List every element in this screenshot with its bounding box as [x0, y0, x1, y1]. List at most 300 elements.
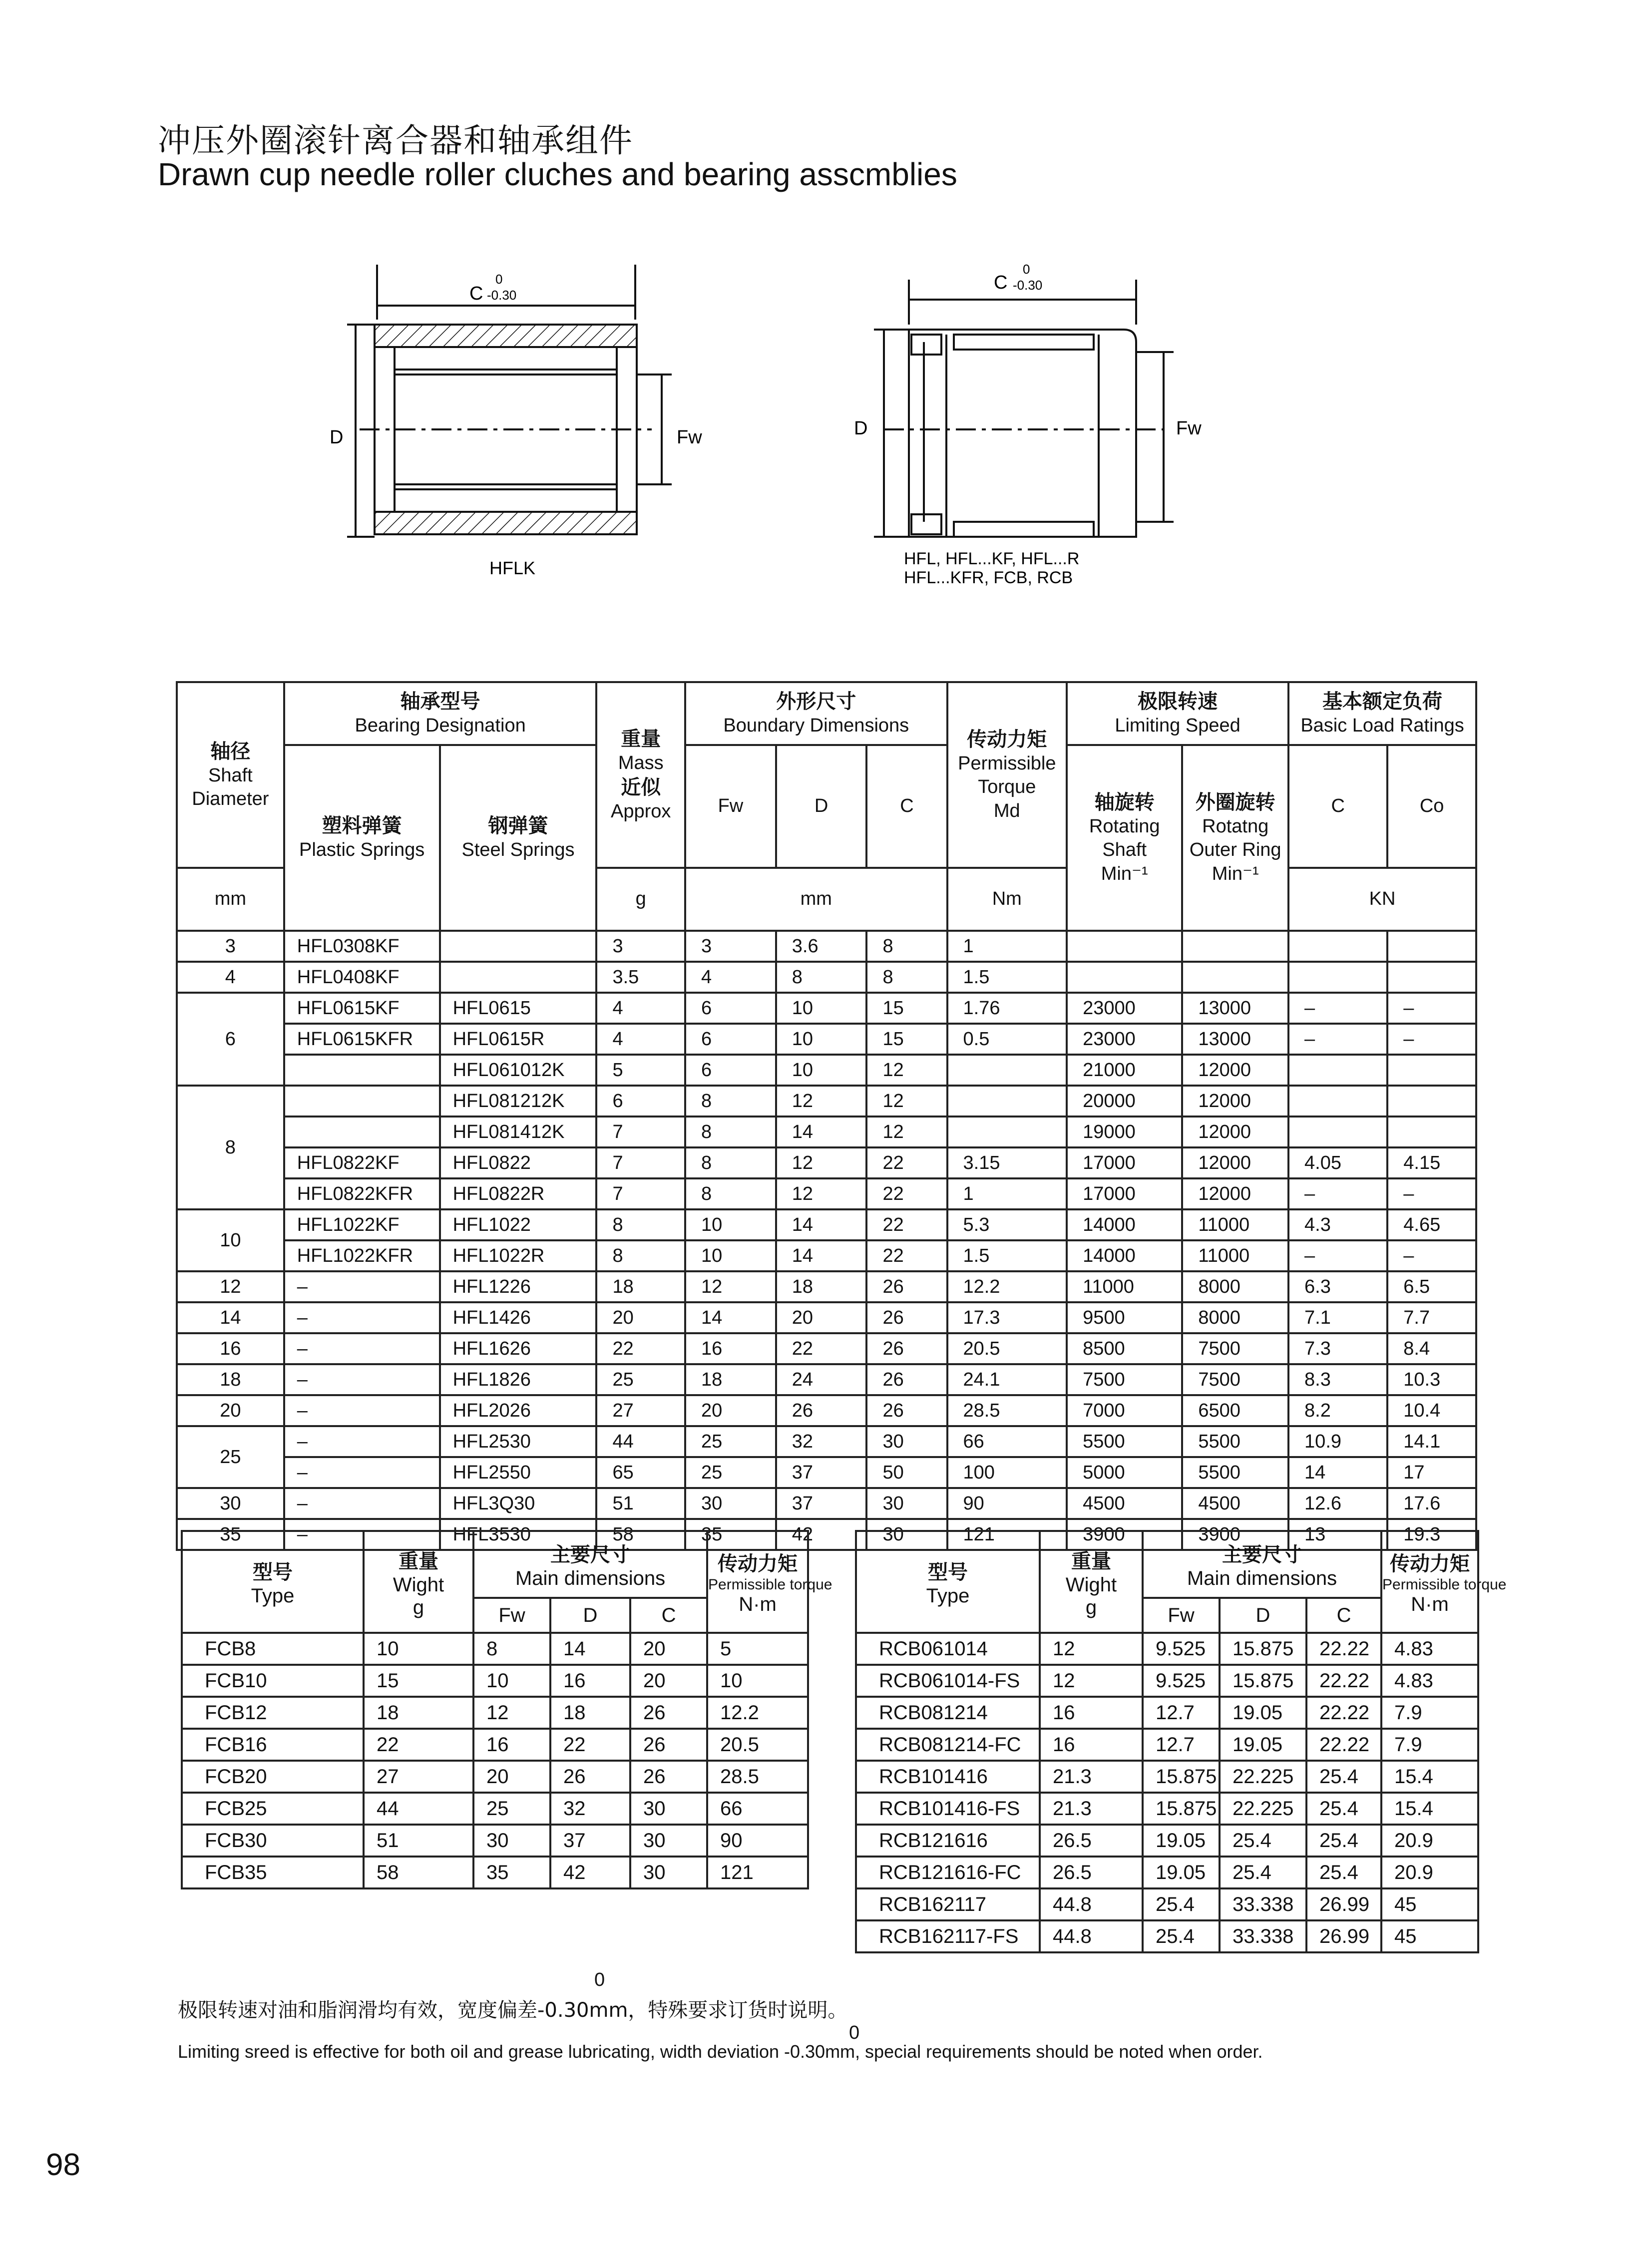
table-cell: 7500 [1182, 1333, 1288, 1364]
table-cell: FCB16 [182, 1729, 364, 1761]
table-cell: 22 [596, 1333, 685, 1364]
table-cell: 51 [364, 1825, 473, 1857]
table-cell [1387, 1117, 1476, 1147]
table-cell: 8.3 [1288, 1364, 1387, 1395]
table-cell: 26.5 [1040, 1857, 1143, 1888]
table-cell: 3.6 [776, 931, 867, 962]
table-row [182, 1857, 808, 1888]
table-row [182, 1633, 808, 1665]
shaft-diameter-cell: 16 [177, 1333, 284, 1364]
table-cell: 9500 [1067, 1302, 1182, 1333]
dim-d-label: D [330, 427, 344, 448]
table-cell [1387, 1086, 1476, 1117]
header-torque: 传动力矩 Permissible Torque Md [947, 682, 1067, 868]
table-cell: 25 [596, 1364, 685, 1395]
table-cell: HFL3Q30 [440, 1488, 597, 1519]
table-cell: 15.875 [1143, 1761, 1220, 1793]
shaft-diameter-cell: 12 [177, 1271, 284, 1302]
table-cell [284, 1086, 440, 1117]
table-cell: 90 [947, 1488, 1067, 1519]
rcb-table-body [856, 1633, 1478, 1952]
table-cell: 9.525 [1143, 1633, 1220, 1665]
table-cell [947, 1086, 1067, 1117]
table-cell: 1.5 [947, 1240, 1067, 1271]
table-cell: 32 [550, 1793, 630, 1825]
table-cell [1288, 1117, 1387, 1147]
table-cell: 15.875 [1143, 1793, 1220, 1825]
header-mass-unit: g [596, 868, 685, 931]
table-cell: 3 [596, 931, 685, 962]
table-row [177, 1086, 1476, 1117]
table-cell: 30 [630, 1825, 707, 1857]
table-row [177, 1240, 1476, 1271]
table-cell: – [1288, 1178, 1387, 1209]
table-cell: 7500 [1182, 1364, 1288, 1395]
table-cell: 8 [596, 1240, 685, 1271]
table-cell: RCB162117 [856, 1888, 1040, 1920]
table-cell: 7.3 [1288, 1333, 1387, 1364]
header-load-unit: KN [1288, 868, 1476, 931]
table-cell: 22 [550, 1729, 630, 1761]
table-cell: 12000 [1182, 1086, 1288, 1117]
table-cell: 8 [866, 931, 947, 962]
rcb-header-d: D [1220, 1598, 1306, 1633]
table-cell: 42 [550, 1857, 630, 1888]
table-cell: HFL1426 [440, 1302, 597, 1333]
table-cell: 20.9 [1381, 1857, 1478, 1888]
diagram-caption: HFLK [489, 558, 536, 578]
table-cell: 25.4 [1143, 1920, 1220, 1952]
table-cell: 10 [685, 1240, 776, 1271]
rcb-header-torque: 传动力矩 Permissible torque N·m [1381, 1531, 1478, 1633]
table-cell: RCB101416 [856, 1761, 1040, 1793]
table-cell [1182, 962, 1288, 993]
table-cell: 20 [473, 1761, 550, 1793]
table-cell: 12000 [1182, 1117, 1288, 1147]
table-cell [1387, 931, 1476, 962]
table-cell: 20 [776, 1302, 867, 1333]
table-cell: FCB10 [182, 1665, 364, 1697]
table-cell: 10 [776, 1055, 867, 1086]
note-zh-tolerance-sup: 0 [594, 1969, 605, 1990]
table-row [177, 1426, 1476, 1457]
table-cell: FCB25 [182, 1793, 364, 1825]
table-row [177, 931, 1476, 962]
table-cell: 3.15 [947, 1147, 1067, 1178]
fcb-header-weight: 重量 Wight g [364, 1531, 473, 1633]
table-cell: 22 [866, 1147, 947, 1178]
header-designation: 轴承型号 Bearing Designation [284, 682, 597, 745]
table-cell [440, 962, 597, 993]
table-cell: 1.5 [947, 962, 1067, 993]
table-cell: HFL3530 [440, 1519, 597, 1550]
table-cell: RCB162117-FS [856, 1920, 1040, 1952]
table-cell: HFL081412K [440, 1117, 597, 1147]
table-cell: 5500 [1182, 1426, 1288, 1457]
table-row [177, 1024, 1476, 1055]
table-cell: 4 [685, 962, 776, 993]
table-cell: 7 [596, 1117, 685, 1147]
table-cell: HFL0615KFR [284, 1024, 440, 1055]
table-cell: – [1288, 1240, 1387, 1271]
table-cell: 14 [1288, 1457, 1387, 1488]
note-en: Limiting sreed is effective for both oil and grease lubricating, width deviation -0.30mm, special requirements should be noted when order. [178, 2041, 1263, 2062]
table-cell: – [1387, 1240, 1476, 1271]
table-cell: – [284, 1519, 440, 1550]
table-row [856, 1633, 1478, 1665]
rcb-header-weight: 重量 Wight g [1040, 1531, 1143, 1633]
table-cell: 18 [550, 1697, 630, 1729]
table-cell: RCB101416-FS [856, 1793, 1040, 1825]
page-number: 98 [46, 2148, 80, 2182]
table-cell: 44.8 [1040, 1888, 1143, 1920]
table-cell: FCB30 [182, 1825, 364, 1857]
table-cell: 13 [1288, 1519, 1387, 1550]
table-cell: 30 [473, 1825, 550, 1857]
table-cell: 10 [707, 1665, 808, 1697]
table-cell [284, 1117, 440, 1147]
header-load-co: Co [1387, 745, 1476, 868]
table-cell: 15.875 [1220, 1633, 1306, 1665]
table-cell: 26 [550, 1761, 630, 1793]
fcb-table [181, 1530, 832, 1889]
table-cell: 37 [550, 1825, 630, 1857]
table-cell: 17.3 [947, 1302, 1067, 1333]
table-cell: 17000 [1067, 1147, 1182, 1178]
table-cell: 26 [866, 1364, 947, 1395]
table-cell: 4 [596, 993, 685, 1024]
table-cell: 20.5 [707, 1729, 808, 1761]
dim-c-tol-low: -0.30 [1013, 278, 1043, 293]
table-cell: HFL1022KFR [284, 1240, 440, 1271]
table-cell: 21.3 [1040, 1793, 1143, 1825]
table-cell: 22.225 [1220, 1793, 1306, 1825]
table-cell: – [284, 1333, 440, 1364]
table-cell: 22 [364, 1729, 473, 1761]
table-cell: 12.2 [707, 1697, 808, 1729]
rcb-table [855, 1530, 1507, 1953]
table-cell: 14 [776, 1209, 867, 1240]
header-mass: 重量 Mass 近似 Approx [596, 682, 685, 868]
table-cell: 16 [1040, 1697, 1143, 1729]
table-cell: 6500 [1182, 1395, 1288, 1426]
table-row [177, 1117, 1476, 1147]
table-cell: 30 [630, 1793, 707, 1825]
table-cell: 12000 [1182, 1055, 1288, 1086]
table-cell: RCB121616 [856, 1825, 1040, 1857]
table-cell: 8.2 [1288, 1395, 1387, 1426]
table-cell: 22.225 [1220, 1761, 1306, 1793]
table-cell: – [1387, 1178, 1476, 1209]
table-cell: HFL081212K [440, 1086, 597, 1117]
table-cell: 11000 [1182, 1209, 1288, 1240]
table-cell: 58 [364, 1857, 473, 1888]
table-cell: 15 [866, 993, 947, 1024]
table-cell: 121 [947, 1519, 1067, 1550]
table-cell: 58 [596, 1519, 685, 1550]
header-load: 基本额定负荷 Basic Load Ratings [1288, 682, 1476, 745]
table-row [177, 962, 1476, 993]
table-cell: HFL0822R [440, 1178, 597, 1209]
shaft-diameter-cell: 4 [177, 962, 284, 993]
table-cell: 7500 [1067, 1364, 1182, 1395]
table-row [177, 1457, 1476, 1488]
rcb-header-fw: Fw [1143, 1598, 1220, 1633]
rcb-header-c: C [1306, 1598, 1381, 1633]
table-cell: RCB081214-FC [856, 1729, 1040, 1761]
dim-fw-label: Fw [1176, 418, 1202, 439]
table-cell: 19.3 [1387, 1519, 1476, 1550]
table-cell: FCB20 [182, 1761, 364, 1793]
table-cell [1067, 962, 1182, 993]
header-dim-unit: mm [685, 868, 947, 931]
table-cell: 26 [630, 1697, 707, 1729]
table-cell: 27 [364, 1761, 473, 1793]
table-cell: 5 [596, 1055, 685, 1086]
table-cell: 8 [776, 962, 867, 993]
table-cell: HFL0822KFR [284, 1178, 440, 1209]
table-cell: 19.05 [1143, 1825, 1220, 1857]
table-cell: 3 [685, 931, 776, 962]
table-cell: 121 [707, 1857, 808, 1888]
main-spec-table [176, 681, 1477, 1551]
table-cell: 10.3 [1387, 1364, 1476, 1395]
table-cell: 1 [947, 1178, 1067, 1209]
table-cell: RCB121616-FC [856, 1857, 1040, 1888]
table-cell: 10 [473, 1665, 550, 1697]
table-cell: HFL2026 [440, 1395, 597, 1426]
table-cell: 30 [866, 1488, 947, 1519]
table-cell: 25.4 [1306, 1857, 1381, 1888]
table-cell [440, 931, 597, 962]
table-cell: 12 [866, 1055, 947, 1086]
table-cell: 26 [866, 1395, 947, 1426]
table-cell: 12 [776, 1147, 867, 1178]
table-cell: 6 [685, 1024, 776, 1055]
table-cell: HFL1626 [440, 1333, 597, 1364]
table-cell: 6.3 [1288, 1271, 1387, 1302]
shaft-diameter-cell: 3 [177, 931, 284, 962]
table-cell: HFL1022 [440, 1209, 597, 1240]
table-cell: 50 [866, 1457, 947, 1488]
table-cell: 24.1 [947, 1364, 1067, 1395]
table-cell: HFL2550 [440, 1457, 597, 1488]
table-cell: 20.5 [947, 1333, 1067, 1364]
table-cell: HFL061012K [440, 1055, 597, 1086]
table-cell: 6.5 [1387, 1271, 1476, 1302]
table-cell: – [1288, 993, 1387, 1024]
table-cell: 26 [866, 1302, 947, 1333]
table-cell: 8500 [1067, 1333, 1182, 1364]
main-table-body [177, 931, 1476, 1550]
table-cell: 12 [776, 1086, 867, 1117]
table-cell: 28.5 [707, 1761, 808, 1793]
table-row [182, 1761, 808, 1793]
table-cell: 19000 [1067, 1117, 1182, 1147]
table-cell: 20 [630, 1665, 707, 1697]
table-row [856, 1857, 1478, 1888]
diagram-caption-2: HFL...KFR, FCB, RCB [904, 568, 1073, 587]
table-cell: 15.4 [1381, 1793, 1478, 1825]
table-cell: 33.338 [1220, 1920, 1306, 1952]
table-cell: 9.525 [1143, 1665, 1220, 1697]
table-cell: 25.4 [1306, 1761, 1381, 1793]
table-cell: 26 [866, 1271, 947, 1302]
header-d: D [776, 745, 867, 868]
table-cell: 20 [685, 1395, 776, 1426]
shaft-diameter-cell: 8 [177, 1086, 284, 1209]
table-cell: 14 [776, 1240, 867, 1271]
table-cell: 1 [947, 931, 1067, 962]
table-cell: 10 [776, 1024, 867, 1055]
note-zh: 极限转速对油和脂润滑均有效，宽度偏差-0.30mm，特殊要求订货时说明。 [178, 1999, 848, 2022]
header-steel: 钢弹簧 Steel Springs [440, 745, 597, 931]
page-title-zh: 冲压外圈滚针离合器和轴承组件 [158, 121, 633, 160]
header-shaft-rotating: 轴旋转 Rotating Shaft Min⁻¹ [1067, 745, 1182, 931]
table-cell: 25.4 [1220, 1857, 1306, 1888]
table-row [856, 1729, 1478, 1761]
table-cell: – [1387, 993, 1476, 1024]
table-cell: 26.99 [1306, 1888, 1381, 1920]
table-cell: 25.4 [1220, 1825, 1306, 1857]
table-cell: 4 [596, 1024, 685, 1055]
table-cell: HFL0308KF [284, 931, 440, 962]
table-cell: 25.4 [1143, 1888, 1220, 1920]
table-cell [1288, 1055, 1387, 1086]
header-fw: Fw [685, 745, 776, 868]
table-row [856, 1697, 1478, 1729]
table-cell: HFL1022R [440, 1240, 597, 1271]
shaft-diameter-cell: 20 [177, 1395, 284, 1426]
dim-c-label: C [994, 272, 1008, 293]
dim-d-label: D [854, 418, 868, 439]
table-cell: 44 [596, 1426, 685, 1457]
table-cell: – [284, 1271, 440, 1302]
table-cell: 12000 [1182, 1178, 1288, 1209]
table-cell [1288, 931, 1387, 962]
table-row [856, 1665, 1478, 1697]
table-cell: 12000 [1182, 1147, 1288, 1178]
table-cell: 14 [776, 1117, 867, 1147]
table-cell: 8 [685, 1147, 776, 1178]
table-cell [1067, 931, 1182, 962]
table-cell: 35 [685, 1519, 776, 1550]
table-cell: RCB081214 [856, 1697, 1040, 1729]
table-cell: 30 [685, 1488, 776, 1519]
table-cell: 16 [685, 1333, 776, 1364]
fcb-header-d: D [550, 1598, 630, 1633]
table-cell: HFL1226 [440, 1271, 597, 1302]
table-row [177, 1488, 1476, 1519]
header-outer-rotating: 外圈旋转 Rotatng Outer Ring Min⁻¹ [1182, 745, 1288, 931]
table-cell: 20000 [1067, 1086, 1182, 1117]
table-row [177, 1055, 1476, 1086]
table-cell: 12 [866, 1117, 947, 1147]
shaft-diameter-cell: 35 [177, 1519, 284, 1550]
table-cell: 26 [866, 1333, 947, 1364]
table-cell: FCB35 [182, 1857, 364, 1888]
table-cell: 19.05 [1143, 1857, 1220, 1888]
table-cell: 37 [776, 1488, 867, 1519]
table-row [177, 1271, 1476, 1302]
table-cell: 23000 [1067, 1024, 1182, 1055]
table-cell: 20.9 [1381, 1825, 1478, 1857]
table-cell [1288, 962, 1387, 993]
diagram-hflk [300, 250, 729, 589]
table-cell: 24 [776, 1364, 867, 1395]
table-row [182, 1793, 808, 1825]
table-cell: 23000 [1067, 993, 1182, 1024]
table-row [856, 1825, 1478, 1857]
table-cell: 11000 [1182, 1240, 1288, 1271]
table-cell: HFL0615KF [284, 993, 440, 1024]
table-cell: 66 [947, 1426, 1067, 1457]
table-cell: 12 [1040, 1633, 1143, 1665]
table-cell: HFL0615 [440, 993, 597, 1024]
table-cell: 25.4 [1306, 1793, 1381, 1825]
table-cell: – [284, 1488, 440, 1519]
table-cell: 26.99 [1306, 1920, 1381, 1952]
table-row [177, 1395, 1476, 1426]
table-cell: 13000 [1182, 993, 1288, 1024]
table-cell: 25 [473, 1793, 550, 1825]
table-cell: FCB12 [182, 1697, 364, 1729]
table-cell: 8 [685, 1086, 776, 1117]
dim-c-tol-up: 0 [1023, 262, 1030, 277]
table-cell: 10 [364, 1633, 473, 1665]
header-plastic: 塑料弹簧 Plastic Springs [284, 745, 440, 931]
table-cell: 5 [707, 1633, 808, 1665]
table-cell: 10.9 [1288, 1426, 1387, 1457]
dim-c-label: C [469, 283, 483, 304]
table-cell: 4.3 [1288, 1209, 1387, 1240]
table-cell: 14 [550, 1633, 630, 1665]
diagram-hfl [824, 250, 1253, 599]
table-cell: 22 [866, 1178, 947, 1209]
table-cell: – [284, 1426, 440, 1457]
table-cell: 12.2 [947, 1271, 1067, 1302]
table-cell: 19.05 [1220, 1729, 1306, 1761]
header-c: C [866, 745, 947, 868]
table-row [856, 1888, 1478, 1920]
table-cell: 7.9 [1381, 1697, 1478, 1729]
table-row [856, 1761, 1478, 1793]
table-cell: 10 [685, 1209, 776, 1240]
table-cell: 5500 [1182, 1457, 1288, 1488]
table-cell [1288, 1086, 1387, 1117]
table-row [182, 1665, 808, 1697]
table-cell: 65 [596, 1457, 685, 1488]
table-cell: 26 [630, 1761, 707, 1793]
table-row [182, 1697, 808, 1729]
table-cell: RCB061014 [856, 1633, 1040, 1665]
table-cell: – [1288, 1024, 1387, 1055]
table-cell: 14000 [1067, 1209, 1182, 1240]
table-row [177, 1178, 1476, 1209]
table-cell: 15 [866, 1024, 947, 1055]
main-table-header [177, 682, 1476, 931]
table-cell: 12.7 [1143, 1697, 1220, 1729]
table-cell: 17.6 [1387, 1488, 1476, 1519]
table-cell: 8000 [1182, 1271, 1288, 1302]
table-cell: 12 [866, 1086, 947, 1117]
table-cell: 25 [685, 1457, 776, 1488]
table-cell: 21000 [1067, 1055, 1182, 1086]
fcb-header-torque: 传动力矩 Permissible torque N·m [707, 1531, 808, 1633]
shaft-diameter-cell: 30 [177, 1488, 284, 1519]
diagram-caption-1: HFL, HFL...KF, HFL...R [904, 549, 1080, 568]
table-cell: 8.4 [1387, 1333, 1476, 1364]
